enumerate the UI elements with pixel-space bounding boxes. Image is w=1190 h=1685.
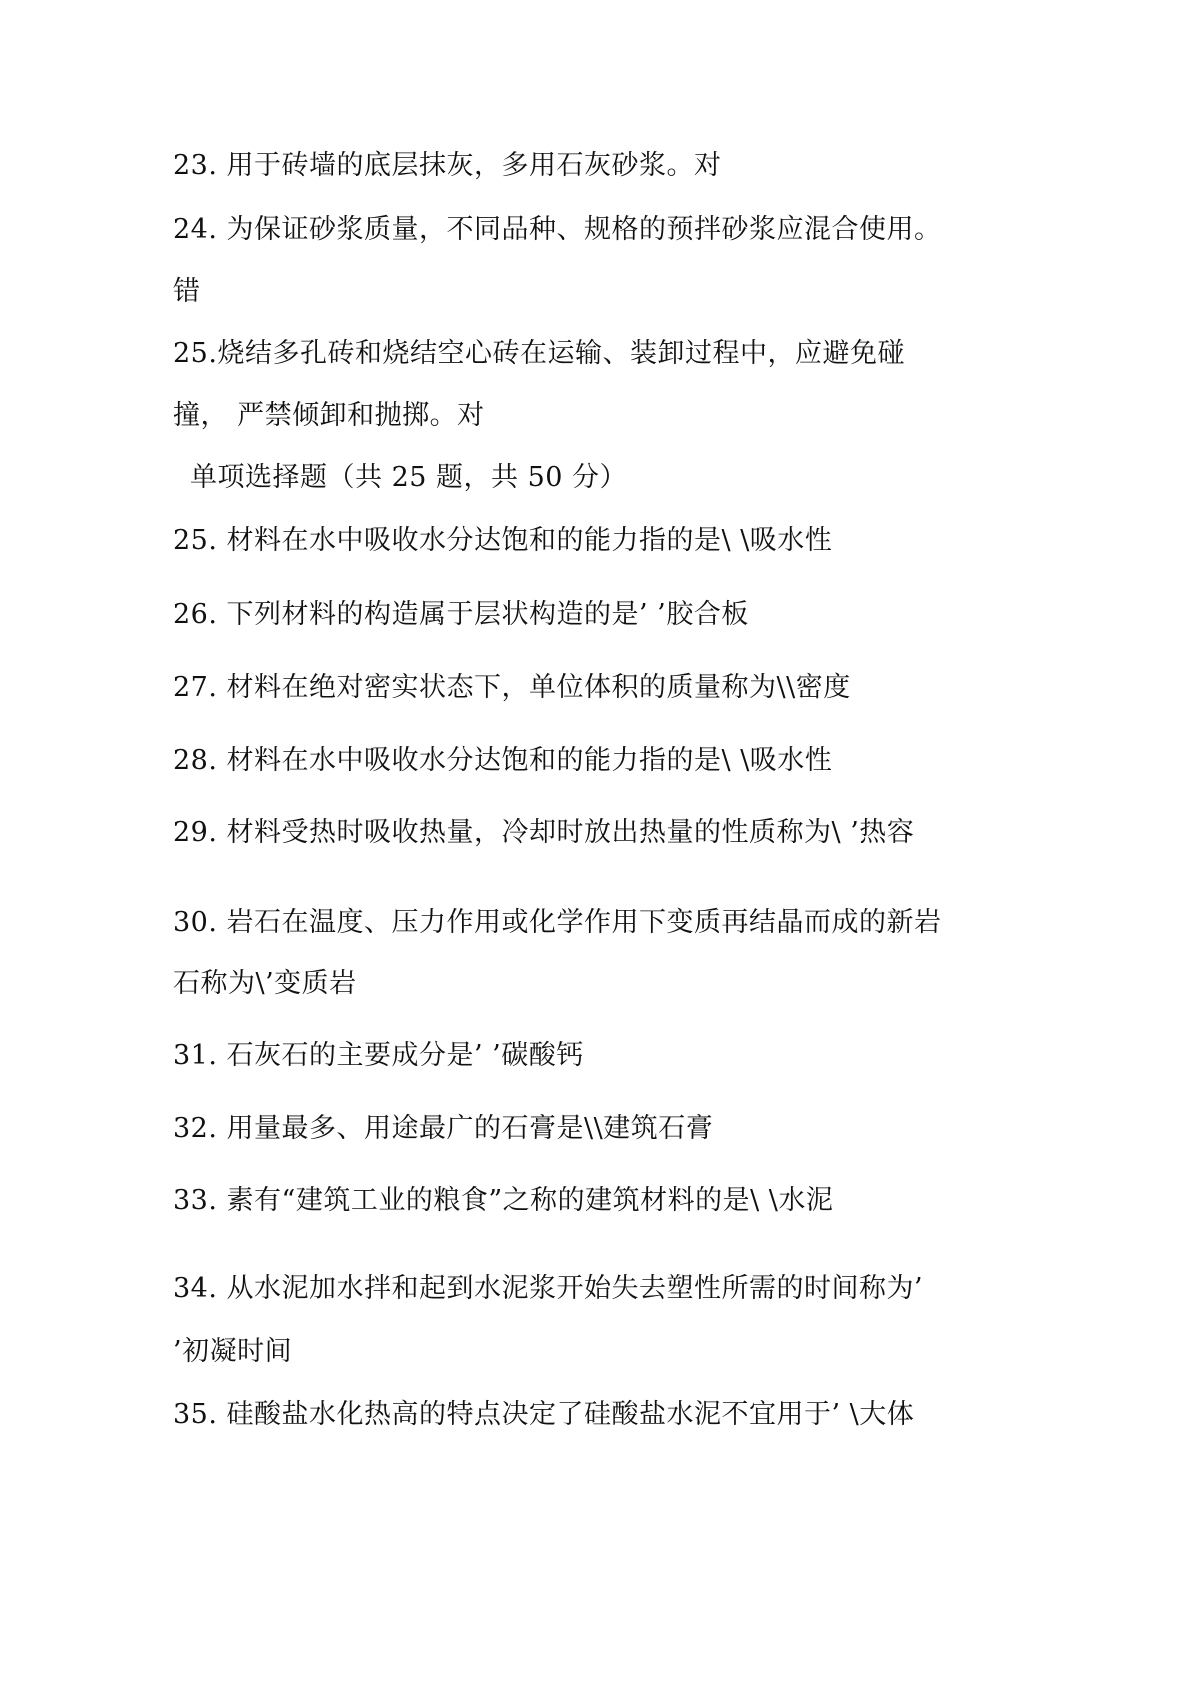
item-25-tf: 25.烧结多孔砖和烧结空心砖在运输、装卸过程中，应避免碰 — [173, 338, 905, 369]
item-34: 34. 从水泥加水拌和起到水泥浆开始失去塑性所需的时间称为’ — [173, 1273, 924, 1304]
item-35: 35. 硅酸盐水化热高的特点决定了硅酸盐水泥不宜用于’ \大体 — [173, 1399, 915, 1430]
item-24: 24. 为保证砂浆质量，不同品种、规格的预拌砂浆应混合使用。 — [173, 214, 942, 245]
item-33: 33. 素有“建筑工业的粮食”之称的建筑材料的是\ \水泥 — [173, 1185, 834, 1216]
item-29: 29. 材料受热时吸收热量，冷却时放出热量的性质称为\ ’热容 — [173, 817, 915, 848]
item-34-continued: ’初凝时间 — [173, 1336, 293, 1367]
section-heading: 单项选择题（共 25 题，共 50 分） — [190, 462, 628, 493]
item-27: 27. 材料在绝对密实状态下，单位体积的质量称为\\密度 — [173, 672, 851, 703]
item-28: 28. 材料在水中吸收水分达饱和的能力指的是\ \吸水性 — [173, 745, 833, 776]
item-25: 25. 材料在水中吸收水分达饱和的能力指的是\ \吸水性 — [173, 525, 833, 556]
item-25-tf-continued: 撞， 严禁倾卸和抛掷。对 — [173, 400, 485, 431]
item-26: 26. 下列材料的构造属于层状构造的是’ ’胶合板 — [173, 599, 749, 630]
item-31: 31. 石灰石的主要成分是’ ’碳酸钙 — [173, 1040, 584, 1071]
item-30: 30. 岩石在温度、压力作用或化学作用下变质再结晶而成的新岩 — [173, 907, 942, 938]
item-24-continued: 错 — [173, 276, 201, 307]
item-32: 32. 用量最多、用途最广的石膏是\\建筑石膏 — [173, 1113, 714, 1144]
item-30-continued: 石称为\’变质岩 — [173, 968, 357, 999]
item-23: 23. 用于砖墙的底层抹灰，多用石灰砂浆。对 — [173, 150, 722, 181]
